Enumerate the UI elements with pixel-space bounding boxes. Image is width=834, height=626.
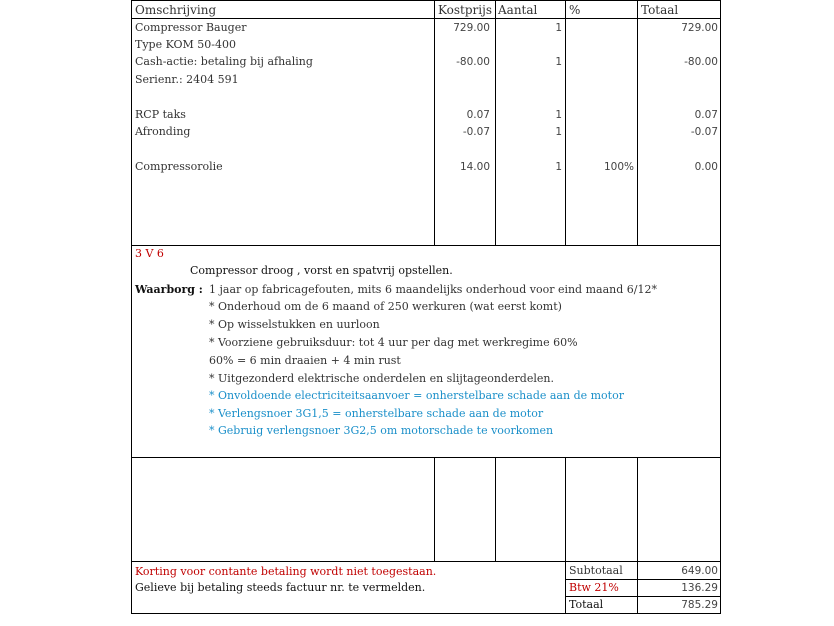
row-description: Afronding [135, 125, 191, 138]
header-description: Omschrijving [135, 3, 217, 17]
row-description: Serienr.: 2404 591 [135, 73, 239, 86]
warning-line: * Verlengsnoer 3G1,5 = onherstelbare schade aan de motor [209, 407, 544, 420]
total-value: 785.29 [681, 599, 718, 611]
row-quantity: 1 [555, 56, 562, 68]
storage-instruction: Compressor droog , vorst en spatvrij opstellen. [190, 264, 453, 277]
row-description: Type KOM 50-400 [135, 38, 237, 51]
product-code: 3 V 6 [135, 247, 164, 260]
row-description: Compressor Bauger [135, 21, 247, 34]
row-unit-price: 729.00 [453, 22, 490, 34]
row-total: 729.00 [681, 22, 718, 34]
header-percent: % [569, 3, 581, 17]
row-description: RCP taks [135, 108, 186, 121]
row-quantity: 1 [555, 22, 562, 34]
row-description: Compressorolie [135, 160, 223, 173]
subtotal-label: Subtotaal [569, 564, 623, 577]
warning-line: * Gebruig verlengsnoer 3G2,5 om motorschade te voorkomen [209, 424, 554, 437]
warranty-line: * Voorziene gebruiksduur: tot 4 uur per dag met werkregime 60% [209, 336, 578, 349]
payment-note: Gelieve bij betaling steeds factuur nr. te vermelden. [135, 581, 426, 594]
row-percent: 100% [603, 161, 634, 173]
vat-label: Btw 21% [569, 581, 619, 594]
warranty-line: 1 jaar op fabricagefouten, mits 6 maandelijks onderhoud voor eind maand 6/12* [209, 283, 657, 296]
row-unit-price: -80.00 [456, 56, 490, 68]
warranty-label: Waarborg : [135, 283, 203, 296]
vat-value: 136.29 [681, 582, 718, 594]
row-description: Cash-actie: betaling bij afhaling [135, 55, 313, 68]
row-total: -0.07 [690, 126, 718, 138]
row-quantity: 1 [555, 161, 562, 173]
row-total: -80.00 [684, 56, 718, 68]
row-unit-price: 14.00 [459, 161, 490, 173]
subtotal-value: 649.00 [681, 565, 718, 577]
header-total: Totaal [641, 3, 679, 17]
warning-line: * Onvoldoende electriciteitsaanvoer = onherstelbare schade aan de motor [209, 389, 624, 402]
warranty-line: * Op wisselstukken en uurloon [209, 318, 380, 331]
row-unit-price: -0.07 [462, 126, 490, 138]
warranty-line: * Uitgezonderd elektrische onderdelen en slijtageonderdelen. [209, 372, 554, 385]
header-quantity: Aantal [498, 3, 538, 17]
discount-note: Korting voor contante betaling wordt niet toegestaan. [135, 565, 437, 578]
row-quantity: 1 [555, 109, 562, 121]
row-unit-price: 0.07 [466, 109, 490, 121]
header-unit-price: Kostprijs [438, 3, 492, 17]
row-quantity: 1 [555, 126, 562, 138]
warranty-line: * Onderhoud om de 6 maand of 250 werkuren (wat eerst komt) [209, 300, 562, 313]
row-total: 0.00 [694, 161, 718, 173]
warranty-line: 60% = 6 min draaien + 4 min rust [209, 354, 401, 367]
row-total: 0.07 [694, 109, 718, 121]
total-label: Totaal [569, 598, 604, 611]
